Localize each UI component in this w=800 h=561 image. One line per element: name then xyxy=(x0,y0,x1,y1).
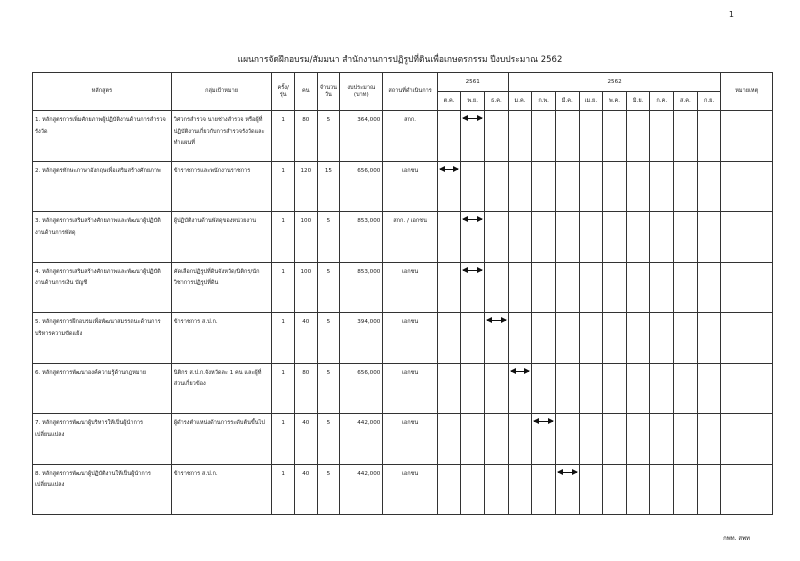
month-cell xyxy=(555,414,579,465)
month-cell xyxy=(626,111,650,162)
people-cell: 100 xyxy=(295,212,318,263)
budget-cell: 442,000 xyxy=(340,464,383,515)
month-cell xyxy=(650,464,674,515)
header-month: มี.ค. xyxy=(555,92,579,111)
month-cell xyxy=(603,111,627,162)
month-cell xyxy=(461,161,485,212)
remarks-cell xyxy=(721,363,773,414)
month-cell xyxy=(674,212,698,263)
place-cell: เอกชน xyxy=(383,464,437,515)
header-people: คน xyxy=(295,73,318,111)
people-cell: 80 xyxy=(295,111,318,162)
month-cell xyxy=(626,212,650,263)
header-month: เม.ย. xyxy=(579,92,603,111)
remarks-cell xyxy=(721,313,773,364)
course-cell: 8. หลักสูตรการพัฒนาผู้ปฏิบัติงานให้เป็นผู้นำการเปลี่ยนแปลง xyxy=(33,464,172,515)
month-cell xyxy=(650,313,674,364)
month-cell xyxy=(485,313,509,364)
month-cell xyxy=(532,111,556,162)
header-remarks: หมายเหตุ xyxy=(721,73,773,111)
month-cell xyxy=(532,161,556,212)
target-cell: ผู้ดำรงตำแหน่งด้านการระดับต้นขึ้นไป xyxy=(171,414,272,465)
table-row xyxy=(33,414,773,465)
month-cell xyxy=(437,414,461,465)
month-cell xyxy=(697,414,721,465)
month-cell xyxy=(579,212,603,263)
header-course: หลักสูตร xyxy=(33,73,172,111)
header-month: ต.ค. xyxy=(437,92,461,111)
course-cell: 5. หลักสูตรการฝึกอบรมเพื่อพัฒนาสมรรถนะด้านการบริหารความขัดแย้ง xyxy=(33,313,172,364)
month-cell xyxy=(603,262,627,313)
month-cell xyxy=(626,262,650,313)
times-cell: 1 xyxy=(272,464,295,515)
schedule-arrow-icon xyxy=(511,371,530,372)
target-cell: ข้าราชการ ส.ป.ก. xyxy=(171,313,272,364)
month-cell xyxy=(626,161,650,212)
header-target: กลุ่มเป้าหมาย xyxy=(171,73,272,111)
remarks-cell xyxy=(721,111,773,162)
month-cell xyxy=(603,464,627,515)
month-cell xyxy=(555,111,579,162)
target-cell: ผู้ปฏิบัติงานด้านพัสดุของหน่วยงาน xyxy=(171,212,272,263)
course-cell: 2. หลักสูตรทักษะภาษาอังกฤษเพื่อเสริมสร้างศักยภาพ xyxy=(33,161,172,212)
budget-cell: 853,000 xyxy=(340,212,383,263)
month-cell xyxy=(485,212,509,263)
budget-cell: 853,000 xyxy=(340,262,383,313)
footer-note: กพท. สพท xyxy=(723,535,750,542)
course-cell: 3. หลักสูตรการเสริมสร้างศักยภาพและพัฒนาผู้ปฏิบัติงานด้านการพัสดุ xyxy=(33,212,172,263)
header-month: พ.ย. xyxy=(461,92,485,111)
remarks-cell xyxy=(721,212,773,263)
days-cell: 5 xyxy=(317,313,340,364)
month-cell xyxy=(626,363,650,414)
days-cell: 5 xyxy=(317,363,340,414)
month-cell xyxy=(485,262,509,313)
budget-cell: 364,000 xyxy=(340,111,383,162)
month-cell xyxy=(532,363,556,414)
table-row xyxy=(33,111,773,162)
month-cell xyxy=(697,111,721,162)
month-cell xyxy=(697,313,721,364)
month-cell xyxy=(508,363,532,414)
times-cell: 1 xyxy=(272,262,295,313)
table-row xyxy=(33,262,773,313)
month-cell xyxy=(579,363,603,414)
month-cell xyxy=(461,262,485,313)
month-cell xyxy=(674,313,698,364)
target-cell: ข้าราชการ ส.ป.ก. xyxy=(171,464,272,515)
month-cell xyxy=(555,262,579,313)
header-month: ม.ค. xyxy=(508,92,532,111)
course-cell: 6. หลักสูตรการพัฒนาองค์ความรู้ด้านกฎหมาย xyxy=(33,363,172,414)
month-cell xyxy=(579,414,603,465)
month-cell xyxy=(532,313,556,364)
month-cell xyxy=(485,464,509,515)
table-row xyxy=(33,363,773,414)
place-cell: เอกชน xyxy=(383,161,437,212)
header-days: จำนวนวัน xyxy=(317,73,340,111)
header-year-2562: 2562 xyxy=(508,73,721,92)
header-month: มิ.ย. xyxy=(626,92,650,111)
month-cell xyxy=(697,464,721,515)
people-cell: 80 xyxy=(295,363,318,414)
remarks-cell xyxy=(721,161,773,212)
month-cell xyxy=(485,363,509,414)
budget-cell: 656,000 xyxy=(340,363,383,414)
month-cell xyxy=(485,111,509,162)
remarks-cell xyxy=(721,262,773,313)
days-cell: 5 xyxy=(317,414,340,465)
remarks-cell xyxy=(721,464,773,515)
month-cell xyxy=(579,464,603,515)
month-cell xyxy=(532,262,556,313)
month-cell xyxy=(555,363,579,414)
days-cell: 5 xyxy=(317,212,340,263)
days-cell: 15 xyxy=(317,161,340,212)
document-title: แผนการจัดฝึกอบรม/สัมมนา สำนักงานการปฏิรูปที่ดินเพื่อเกษตรกรรม ปีงบประมาณ 2562 xyxy=(237,55,563,65)
month-cell xyxy=(437,363,461,414)
month-cell xyxy=(508,161,532,212)
month-cell xyxy=(508,313,532,364)
month-cell xyxy=(674,111,698,162)
month-cell xyxy=(579,262,603,313)
header-month: ก.พ. xyxy=(532,92,556,111)
month-cell xyxy=(603,313,627,364)
month-cell xyxy=(508,262,532,313)
course-cell: 1. หลักสูตรการเพิ่มศักยภาพผู้ปฏิบัติงานด้านการสำรวจรังวัด xyxy=(33,111,172,162)
month-cell xyxy=(555,212,579,263)
header-month: ก.ย. xyxy=(697,92,721,111)
month-cell xyxy=(437,464,461,515)
month-cell xyxy=(697,363,721,414)
target-cell: วิศวกรสำรวจ นายช่างสำรวจ หรือผู้ที่ปฏิบัติงานเกี่ยวกับการสำรวจรังวัดและทำแผนที่ xyxy=(171,111,272,162)
table-row xyxy=(33,212,773,263)
month-cell xyxy=(650,262,674,313)
month-cell xyxy=(650,111,674,162)
month-cell xyxy=(697,212,721,263)
times-cell: 1 xyxy=(272,414,295,465)
month-cell xyxy=(508,212,532,263)
month-cell xyxy=(485,161,509,212)
days-cell: 5 xyxy=(317,262,340,313)
schedule-arrow-icon xyxy=(463,270,482,271)
table-row xyxy=(33,313,773,364)
month-cell xyxy=(674,363,698,414)
month-cell xyxy=(674,464,698,515)
month-cell xyxy=(555,313,579,364)
month-cell xyxy=(437,111,461,162)
schedule-arrow-icon xyxy=(463,219,482,220)
times-cell: 1 xyxy=(272,313,295,364)
times-cell: 1 xyxy=(272,161,295,212)
header-month: ก.ค. xyxy=(650,92,674,111)
schedule-arrow-icon xyxy=(558,472,577,473)
times-cell: 1 xyxy=(272,111,295,162)
place-cell: สกก. / เอกชน xyxy=(383,212,437,263)
page-number: 1 xyxy=(728,10,734,19)
month-cell xyxy=(461,464,485,515)
target-cell: คัดเลือกปฏิรูปที่ดินจังหวัด/นิติกร/นักวิชาการปฏิรูปที่ดิน xyxy=(171,262,272,313)
schedule-arrow-icon xyxy=(534,421,553,422)
month-cell xyxy=(461,363,485,414)
month-cell xyxy=(485,414,509,465)
month-cell xyxy=(674,262,698,313)
header-times: ครั้ง/รุ่น xyxy=(272,73,295,111)
days-cell: 5 xyxy=(317,464,340,515)
month-cell xyxy=(461,111,485,162)
times-cell: 1 xyxy=(272,212,295,263)
place-cell: เอกชน xyxy=(383,262,437,313)
month-cell xyxy=(626,313,650,364)
month-cell xyxy=(650,414,674,465)
month-cell xyxy=(555,161,579,212)
target-cell: ข้าราชการและพนักงานราชการ xyxy=(171,161,272,212)
target-cell: นิติกร ส.ป.ก.จังหวัดละ 1 คน และผู้ที่ส่วนเกี่ยวข้อง xyxy=(171,363,272,414)
header-year-2561: 2561 xyxy=(437,73,508,92)
month-cell xyxy=(555,464,579,515)
place-cell: เอกชน xyxy=(383,313,437,364)
month-cell xyxy=(508,414,532,465)
schedule-arrow-icon xyxy=(463,118,482,119)
month-cell xyxy=(697,161,721,212)
month-cell xyxy=(532,414,556,465)
month-cell xyxy=(603,363,627,414)
header-place: สถานที่ดำเนินการ xyxy=(383,73,437,111)
month-cell xyxy=(461,212,485,263)
month-cell xyxy=(461,414,485,465)
header-month: ธ.ค. xyxy=(485,92,509,111)
month-cell xyxy=(697,262,721,313)
month-cell xyxy=(579,111,603,162)
schedule-arrow-icon xyxy=(487,320,506,321)
month-cell xyxy=(603,161,627,212)
budget-cell: 394,000 xyxy=(340,313,383,364)
times-cell: 1 xyxy=(272,363,295,414)
month-cell xyxy=(626,464,650,515)
month-cell xyxy=(650,161,674,212)
people-cell: 120 xyxy=(295,161,318,212)
month-cell xyxy=(674,161,698,212)
days-cell: 5 xyxy=(317,111,340,162)
table-row xyxy=(33,464,773,515)
budget-cell: 442,000 xyxy=(340,414,383,465)
people-cell: 40 xyxy=(295,313,318,364)
people-cell: 40 xyxy=(295,464,318,515)
month-cell xyxy=(579,161,603,212)
month-cell xyxy=(461,313,485,364)
table-row xyxy=(33,161,773,212)
month-cell xyxy=(437,313,461,364)
month-cell xyxy=(508,111,532,162)
month-cell xyxy=(508,464,532,515)
month-cell xyxy=(437,161,461,212)
training-plan-table xyxy=(32,72,773,515)
month-cell xyxy=(437,212,461,263)
month-cell xyxy=(437,262,461,313)
people-cell: 100 xyxy=(295,262,318,313)
month-cell xyxy=(650,363,674,414)
month-cell xyxy=(603,212,627,263)
header-month: พ.ค. xyxy=(603,92,627,111)
people-cell: 40 xyxy=(295,414,318,465)
month-cell xyxy=(650,212,674,263)
month-cell xyxy=(603,414,627,465)
month-cell xyxy=(532,464,556,515)
place-cell: เอกชน xyxy=(383,414,437,465)
header-month: ส.ค. xyxy=(674,92,698,111)
month-cell xyxy=(674,414,698,465)
course-cell: 7. หลักสูตรการพัฒนาผู้บริหารให้เป็นผู้นำการเปลี่ยนแปลง xyxy=(33,414,172,465)
place-cell: สกก. xyxy=(383,111,437,162)
budget-cell: 656,000 xyxy=(340,161,383,212)
course-cell: 4. หลักสูตรการเสริมสร้างศักยภาพและพัฒนาผู้ปฏิบัติงานด้านการเงิน บัญชี xyxy=(33,262,172,313)
month-cell xyxy=(626,414,650,465)
header-budget: งบประมาณ (บาท) xyxy=(340,73,383,111)
month-cell xyxy=(579,313,603,364)
month-cell xyxy=(532,212,556,263)
remarks-cell xyxy=(721,414,773,465)
place-cell: เอกชน xyxy=(383,363,437,414)
schedule-arrow-icon xyxy=(440,169,459,170)
